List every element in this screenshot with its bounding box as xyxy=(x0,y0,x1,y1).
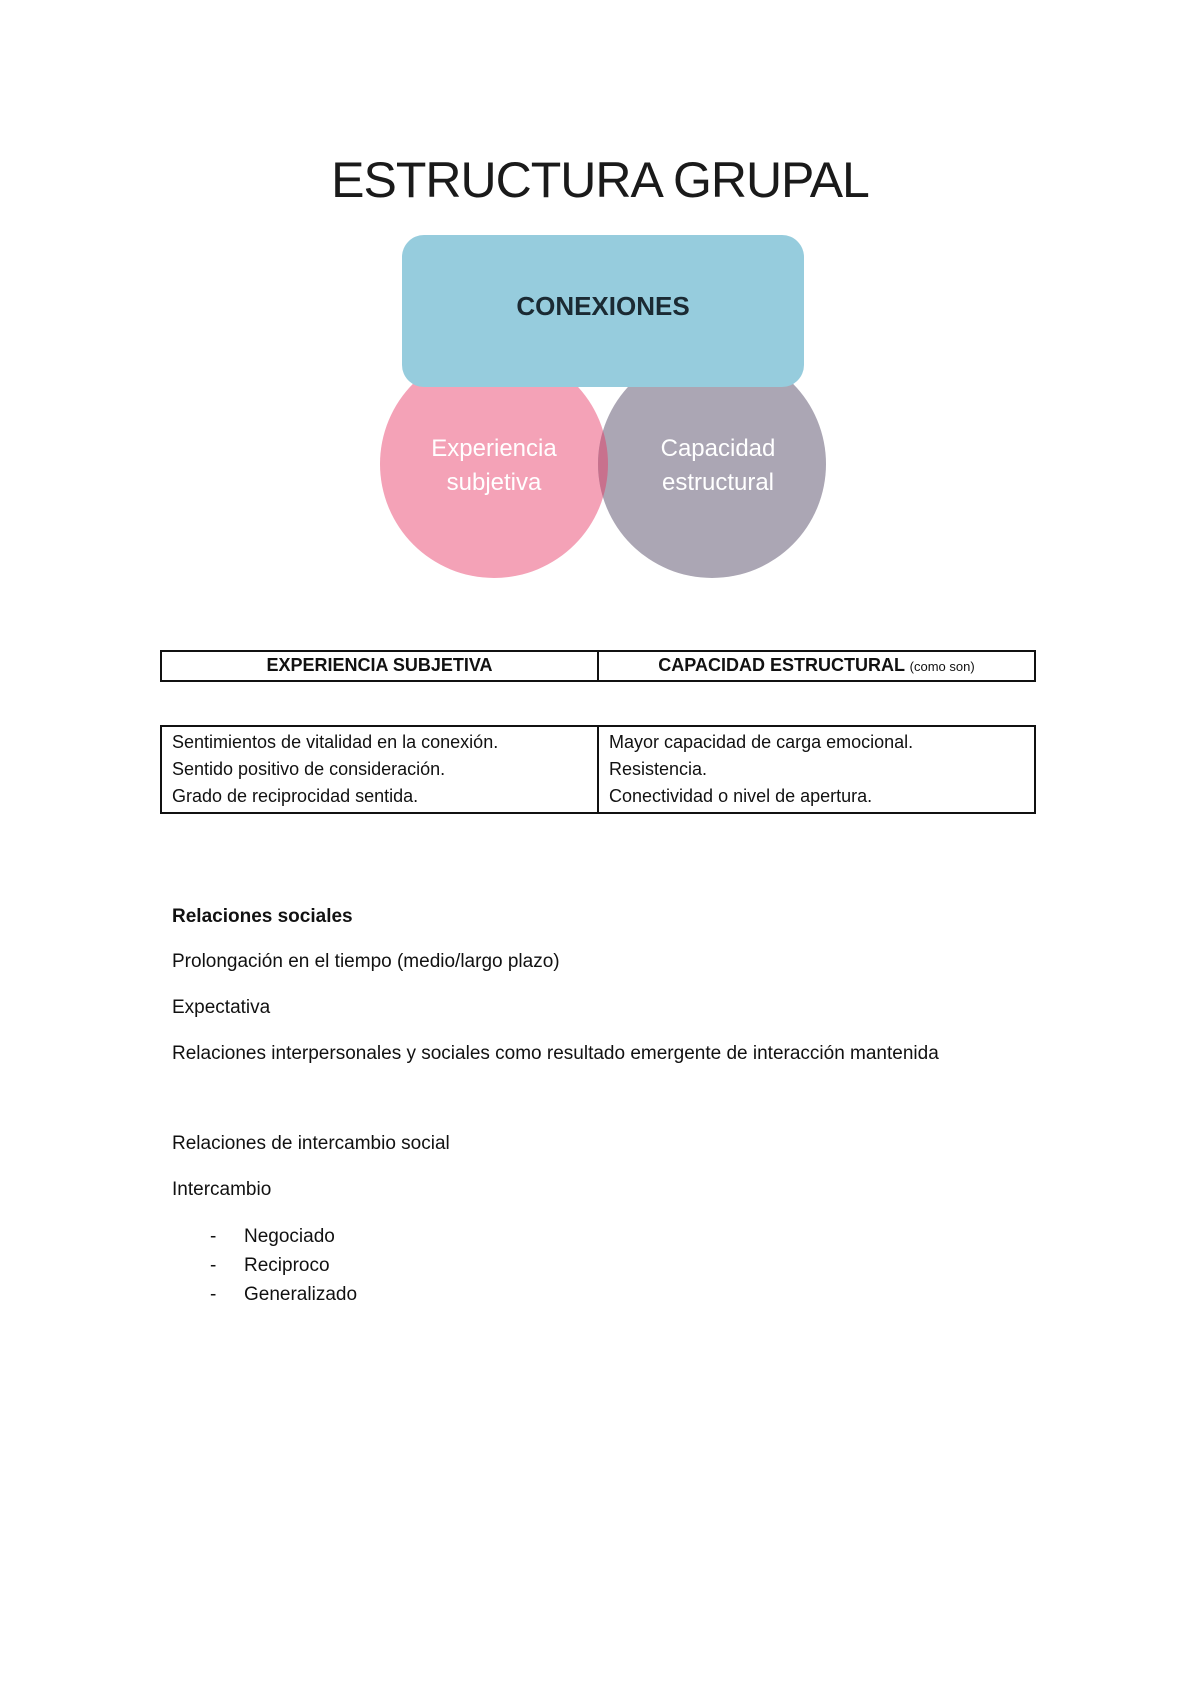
exchange-subheading: Intercambio xyxy=(172,1179,272,1200)
header-capacity-note: (como son) xyxy=(909,659,975,674)
list-item: - Reciproco xyxy=(172,1251,357,1280)
right-circle-line-1: Capacidad xyxy=(660,435,776,462)
list-item: - Negociado xyxy=(172,1222,357,1251)
header-row xyxy=(161,651,1035,681)
connections-label: CONEXIONES xyxy=(516,291,690,321)
header-table xyxy=(160,650,1036,682)
dash-bullet: - xyxy=(210,1255,217,1276)
content-table xyxy=(160,725,1036,814)
left-circle-line-2: subjetiva xyxy=(446,469,542,496)
social-relations-line: Expectativa xyxy=(172,997,271,1018)
header-capacity: CAPACIDAD ESTRUCTURAL (como son) xyxy=(598,651,1035,681)
dash-bullet: - xyxy=(210,1284,217,1305)
exchange-relations-heading: Relaciones de intercambio social xyxy=(172,1133,450,1154)
left-circle-line-1: Experiencia xyxy=(431,435,557,462)
list-item: - Generalizado xyxy=(172,1280,357,1309)
content-row xyxy=(161,726,1035,813)
experience-item: Sentimientos de vitalidad en la conexión. xyxy=(172,732,499,752)
connections-diagram xyxy=(380,232,826,592)
header-experience: EXPERIENCIA SUBJETIVA xyxy=(161,651,598,681)
capacity-item: Resistencia. xyxy=(609,759,708,779)
capacity-cell xyxy=(598,726,1035,813)
capacity-item: Mayor capacidad de carga emocional. xyxy=(609,732,914,752)
exchange-type-list xyxy=(172,1222,357,1309)
right-circle-line-2: estructural xyxy=(661,469,775,496)
dash-bullet: - xyxy=(210,1226,217,1247)
page-title: ESTRUCTURA GRUPAL xyxy=(331,152,869,208)
capacity-item: Conectividad o nivel de apertura. xyxy=(609,786,873,806)
social-relations-line: Relaciones interpersonales y sociales como resultado emergente de interacción mantenida xyxy=(172,1043,939,1064)
experience-item: Sentido positivo de consideración. xyxy=(172,759,446,779)
experience-cell xyxy=(161,726,598,813)
social-relations-line: Prolongación en el tiempo (medio/largo plazo) xyxy=(172,951,560,972)
experience-item: Grado de reciprocidad sentida. xyxy=(172,786,419,806)
social-relations-heading: Relaciones sociales xyxy=(172,906,353,927)
